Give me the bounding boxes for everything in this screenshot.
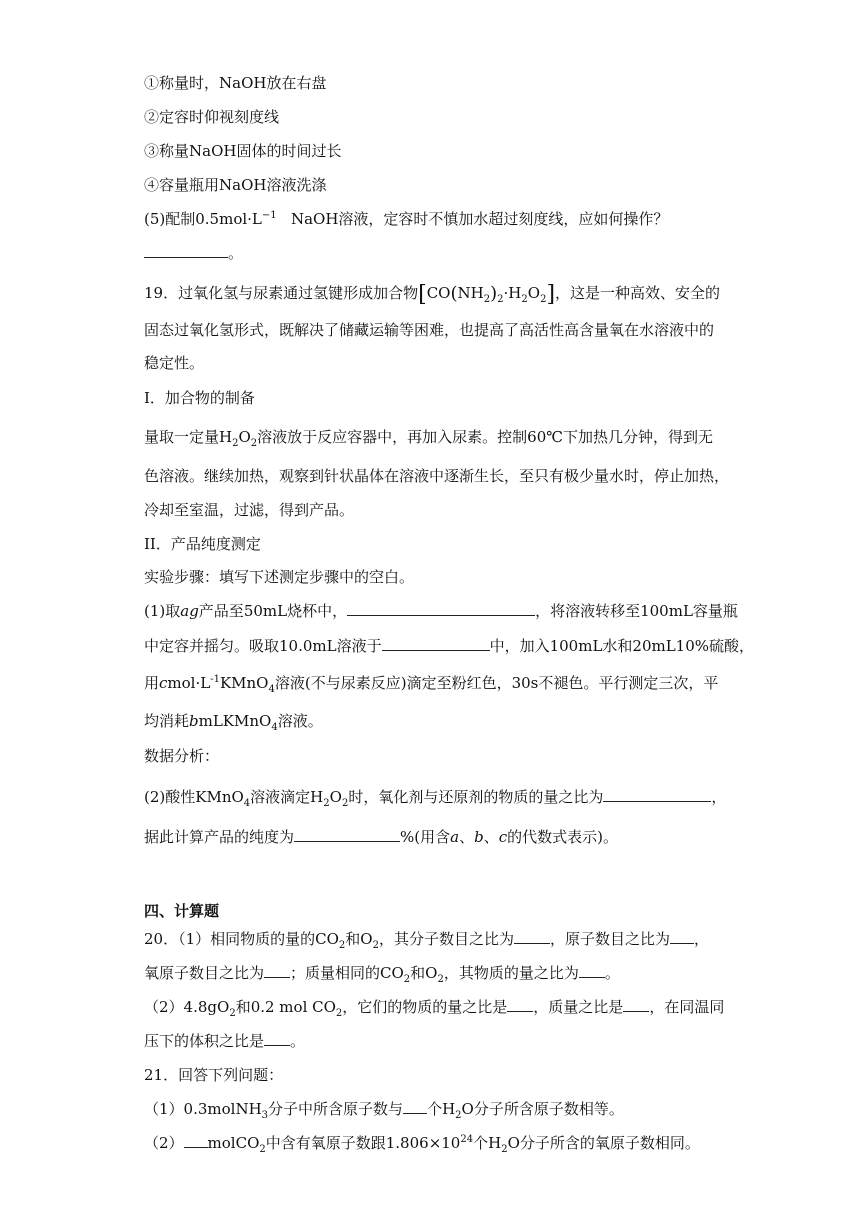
answer-blank[interactable] [184, 1133, 208, 1148]
data-analysis-heading: 数据分析： [144, 747, 220, 765]
answer-blank[interactable] [403, 1099, 427, 1114]
step-2-line2: 据此计算产品的纯度为 %(用含a、b、c的代数式表示)。 [144, 828, 618, 846]
answer-blank[interactable] [264, 963, 290, 978]
paragraph-2: 实验步骤：填写下述测定步骤中的空白。 [144, 568, 415, 586]
answer-blank[interactable] [294, 827, 400, 842]
answer-blank[interactable] [579, 963, 605, 978]
step-1: (1)取ag产品至50mL烧杯中， ，将溶液转移至100mL容量瓶 [144, 602, 738, 620]
option-1: ①称量时，NaOH放在右盘 [144, 74, 327, 92]
question-19: 19．过氧化氢与尿素通过氢键形成加合物$[CO(NH_2)_2\cdot H_2O_2]$，这是一种高效、安全的 [144, 282, 721, 307]
step-2: (2)酸性KMnO$_4$溶液滴定$H_2O_2$时，氧化剂与还原剂的物质的量之比为 ， [144, 788, 727, 809]
answer-blank[interactable] [347, 601, 535, 616]
option-4: ④容量瓶用NaOH溶液洗涤 [144, 176, 327, 194]
question-20-part2: $(2)4.8gO_2$和0.2 mol $CO_2$，它们的物质的量之比是 ，质量之比是 ，在同温同 [144, 998, 725, 1019]
answer-blank[interactable] [382, 636, 490, 651]
paragraph-1: 量取一定量$H_2O_2$溶液放于反应容器中，再加入尿素。控制60℃下加热几分钟，得到无 [144, 428, 714, 449]
section-2-heading: II．产品纯度测定 [144, 535, 261, 553]
question-19-line2: 固态过氧化氢形式，既解决了储藏运输等困难，也提高了高活性高含量氧在水溶液中的 [144, 321, 715, 339]
answer-blank[interactable] [623, 997, 649, 1012]
section-4-heading: 四、计算题 [144, 902, 220, 920]
paragraph-1-line3: 冷却至室温，过滤，得到产品。 [144, 501, 355, 519]
paragraph-1-line2: 色溶液。继续加热，观察到针状晶体在溶液中逐渐生长，至只有极少量水时，停止加热， [144, 467, 730, 485]
option-2: ②定容时仰视刻度线 [144, 108, 280, 126]
answer-blank[interactable] [144, 243, 228, 258]
section-1-heading: I．加合物的制备 [144, 389, 255, 407]
question-20: 20．（1）相同物质的量的$CO_2$和$O_2$，其分子数目之比为 ，原子数目之比为 ， [144, 930, 710, 951]
question-20-part2-line2: 压下的体积之比是 。 [144, 1032, 306, 1050]
answer-blank-line: 。 [144, 243, 243, 263]
step-1-line4: 均消耗bmLKMnO$_4$溶液。 [144, 712, 323, 733]
answer-blank[interactable] [670, 929, 694, 944]
step-1-line2: 中定容并摇匀。吸取10.0mL溶液于 中，加入100mL水和20mL10%硫酸， [144, 637, 755, 655]
question-21-part1: （1）0.3molNH$_3$分子中所含原子数与 个$H_2O$分子所含原子数相等。 [144, 1100, 624, 1121]
answer-blank[interactable] [603, 787, 711, 802]
question-20-line2: 氧原子数目之比为 ；质量相同的$CO_2$和$O_2$，其物质的量之比为 。 [144, 964, 620, 985]
option-3: ③称量NaOH固体的时间过长 [144, 142, 342, 160]
question-5: (5)配制$0.5mol\cdot L^{-1}$ NaOH溶液，定容时不慎加水超过刻度线，应如何操作？ [144, 210, 669, 228]
answer-blank[interactable] [507, 997, 533, 1012]
question-21: 21．回答下列问题： [144, 1066, 284, 1084]
answer-blank[interactable] [264, 1031, 290, 1046]
answer-blank[interactable] [514, 929, 550, 944]
question-21-part2: （2） molCO$_2$中含有氧原子数跟$1.806\times 10^{24}$个$H_2O$分子所含的氧原子数相同。 [144, 1134, 700, 1155]
step-1-line3: 用$cmol\cdot L^{-1}KMnO_4$溶液(不与尿素反应)滴定至粉红色，30s不褪色。平行测定三次，平 [144, 674, 719, 695]
question-19-line3: 稳定性。 [144, 354, 205, 372]
